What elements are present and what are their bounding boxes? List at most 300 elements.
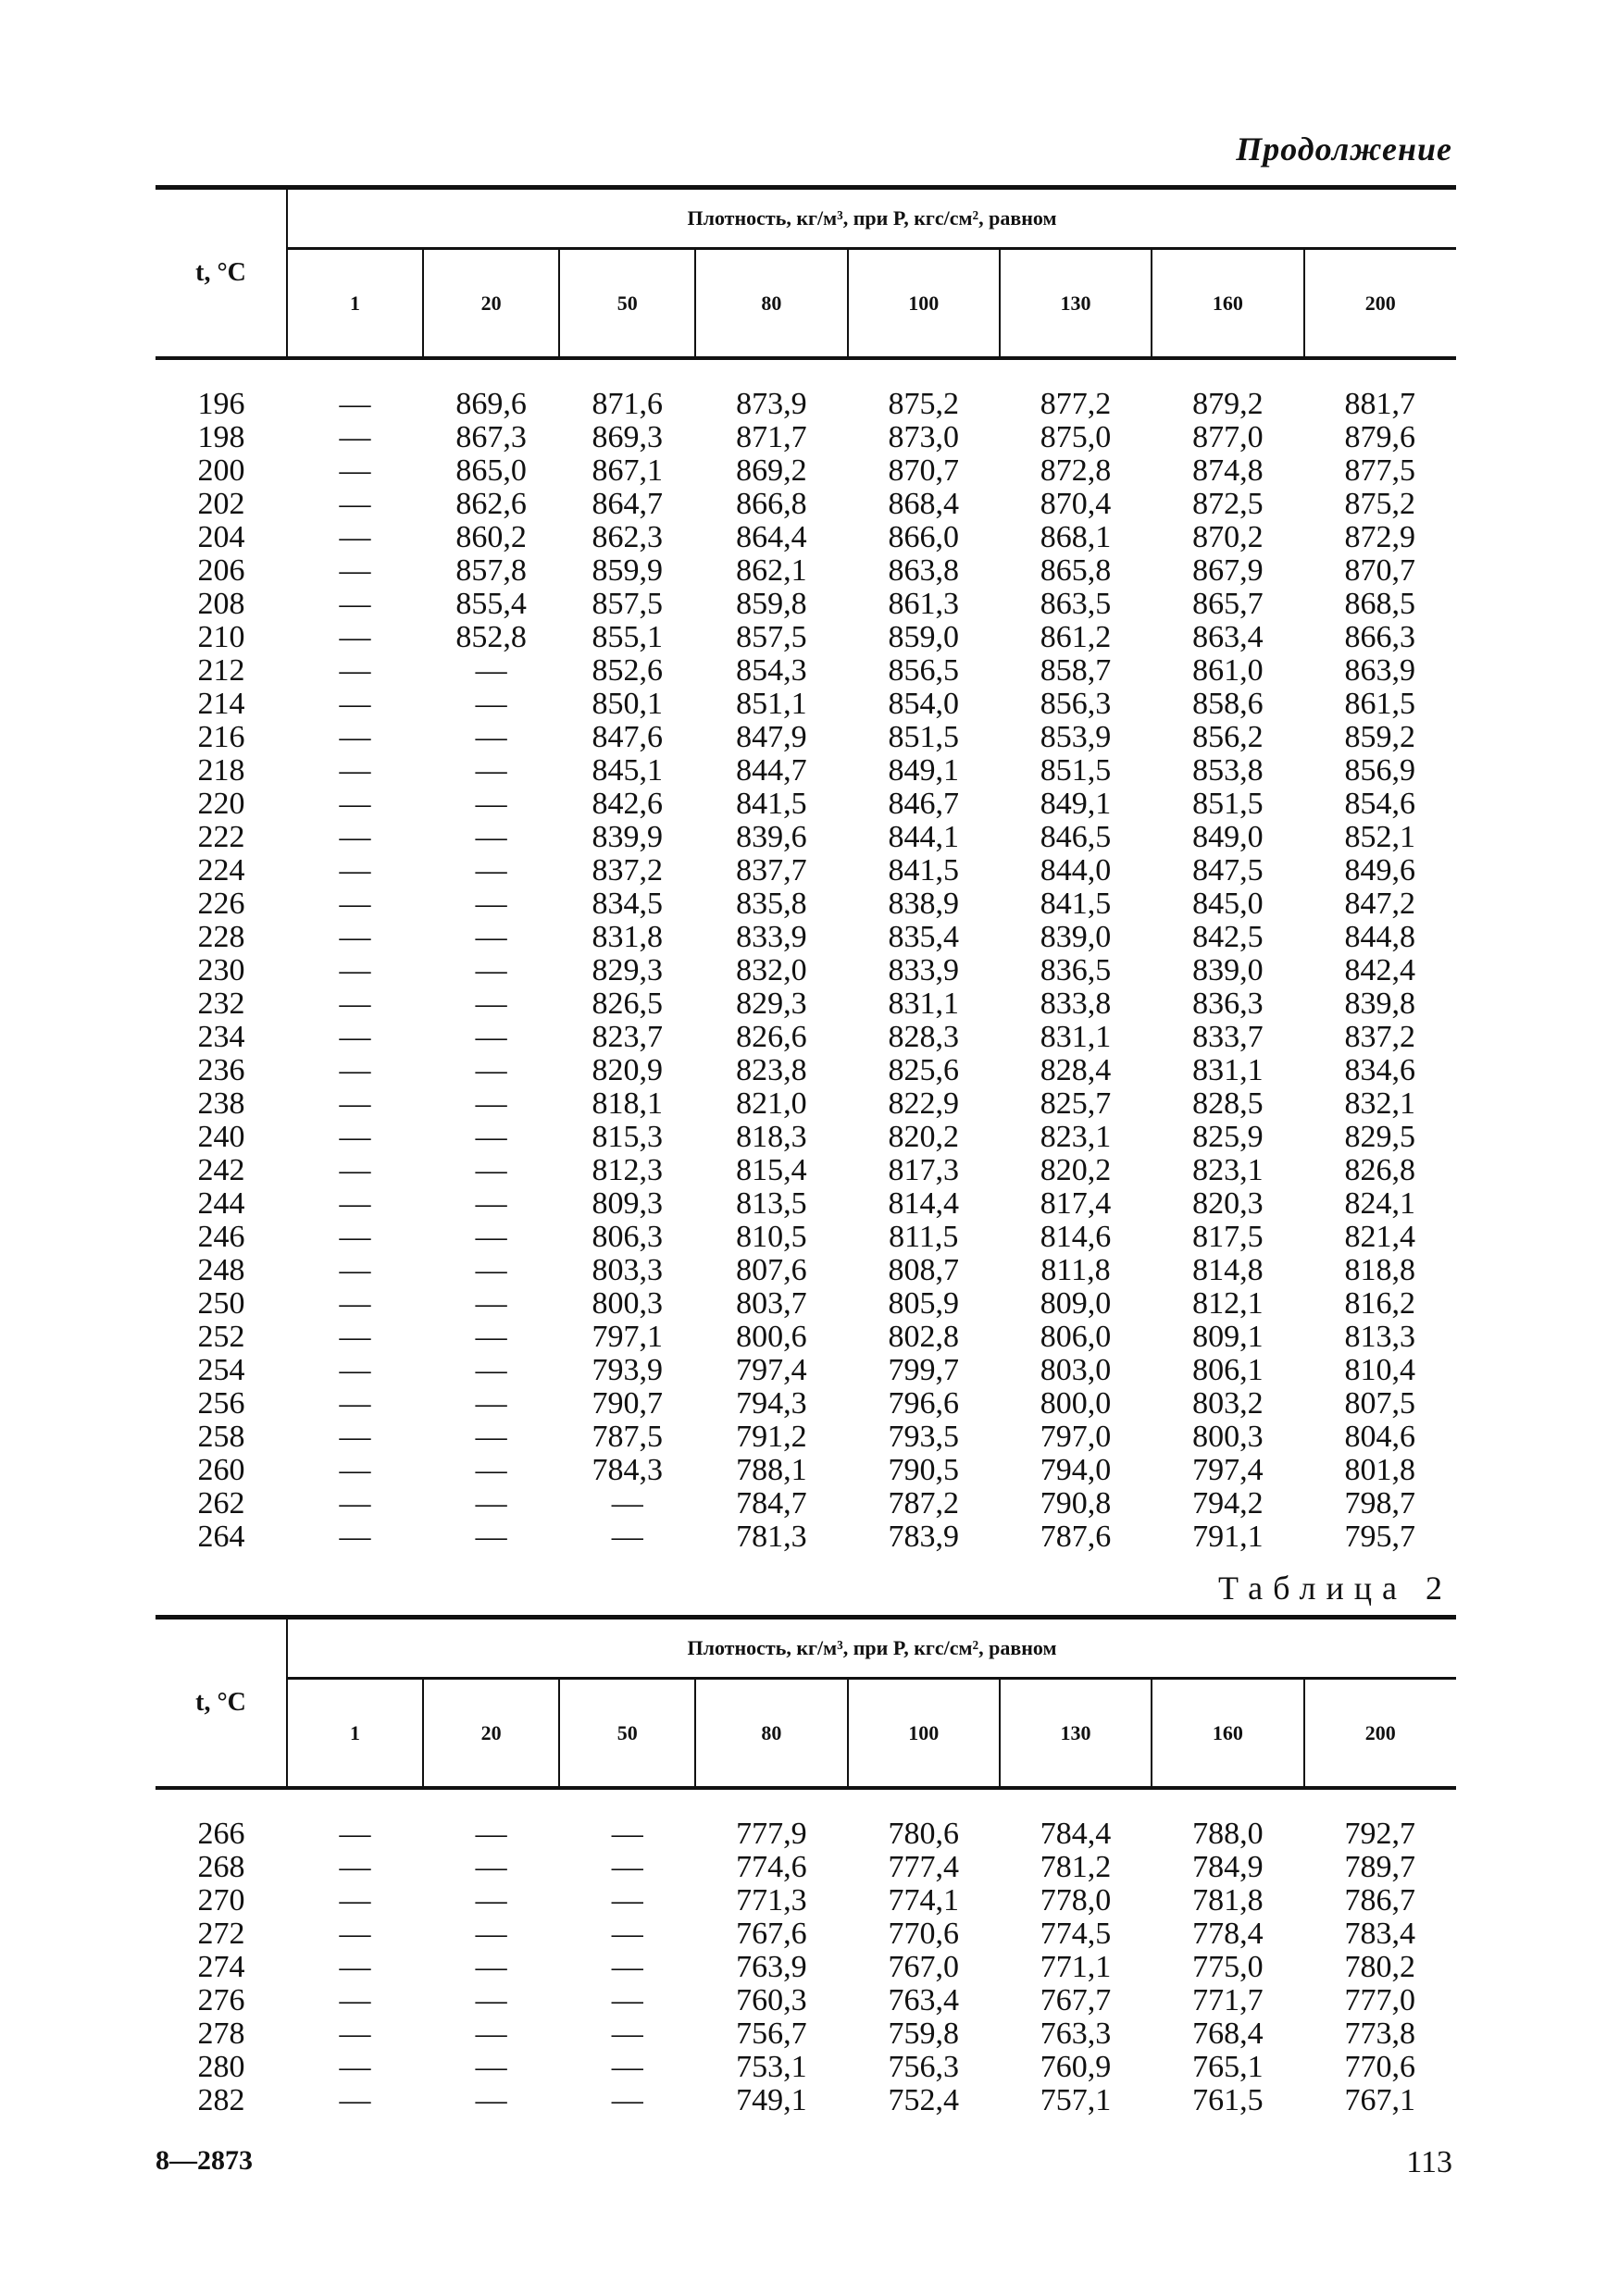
density-cell: — (339, 553, 371, 588)
density-cell: — (475, 1486, 507, 1520)
density-cell: 783,9 (888, 1520, 959, 1554)
density-cell: 808,7 (888, 1253, 959, 1287)
density-cell: — (339, 1320, 371, 1354)
density-cell: — (475, 1917, 507, 1951)
density-table-1 (156, 185, 1456, 1554)
density-cell: 770,6 (888, 1917, 959, 1951)
table-row (156, 854, 1456, 887)
density-cell: 845,1 (592, 753, 663, 788)
density-cell: — (475, 1983, 507, 2017)
density-cell: — (339, 2050, 371, 2084)
table-row (156, 987, 1456, 1021)
pressure-header: 200 (1304, 249, 1456, 359)
table-row (156, 358, 1456, 421)
density-cell: 774,1 (888, 1883, 959, 1917)
pressure-header: 160 (1152, 1679, 1303, 1789)
density-cell: — (475, 1286, 507, 1321)
density-cell: 763,4 (888, 1983, 959, 2017)
temperature-cell: 196 (197, 387, 245, 421)
density-cell: 823,7 (592, 1020, 663, 1054)
density-cell: 753,1 (736, 2050, 807, 2084)
density-cell: 760,3 (736, 1983, 807, 2017)
density-cell: 839,0 (1192, 953, 1264, 987)
density-cell: 793,9 (592, 1353, 663, 1387)
density-cell: 839,0 (1040, 920, 1112, 954)
table-row (156, 521, 1456, 554)
density-cell: 807,5 (1344, 1386, 1416, 1421)
density-cell: 871,6 (592, 387, 663, 421)
density-cell: 861,5 (1344, 687, 1416, 721)
density-cell: 817,3 (888, 1153, 959, 1187)
density-cell: 828,4 (1040, 1053, 1112, 1087)
density-cell: 799,7 (888, 1353, 959, 1387)
density-cell: 803,7 (736, 1286, 807, 1321)
temperature-cell: 264 (197, 1520, 245, 1554)
density-cell: 842,5 (1192, 920, 1264, 954)
density-cell: — (339, 2017, 371, 2051)
density-cell: — (475, 1253, 507, 1287)
density-cell: — (475, 1520, 507, 1554)
density-cell: — (339, 1086, 371, 1121)
density-cell: 806,0 (1040, 1320, 1112, 1354)
temperature-cell: 268 (197, 1850, 245, 1884)
table-row (156, 2017, 1456, 2051)
table-row (156, 921, 1456, 954)
density-cell: — (339, 453, 371, 488)
temperature-cell: 224 (197, 853, 245, 887)
density-cell: 870,2 (1192, 520, 1264, 554)
temperature-cell: 244 (197, 1186, 245, 1221)
pressure-header: 50 (559, 1679, 695, 1789)
density-cell: 801,8 (1344, 1453, 1416, 1487)
density-cell: 844,1 (888, 820, 959, 854)
density-cell: 844,7 (736, 753, 807, 788)
density-cell: 783,4 (1344, 1917, 1416, 1951)
density-cell: 834,5 (592, 887, 663, 921)
table-row (156, 887, 1456, 921)
table-row (156, 1054, 1456, 1087)
density-cell: — (475, 1086, 507, 1121)
density-cell: 760,9 (1040, 2050, 1112, 2084)
density-cell: 862,3 (592, 520, 663, 554)
density-cell: 858,7 (1040, 653, 1112, 688)
pressure-header: 80 (695, 1679, 847, 1789)
density-cell: 767,6 (736, 1917, 807, 1951)
density-cell: 818,3 (736, 1120, 807, 1154)
density-cell: 854,6 (1344, 787, 1416, 821)
density-cell: 877,2 (1040, 387, 1112, 421)
density-cell: 851,5 (888, 720, 959, 754)
density-cell: — (339, 387, 371, 421)
temperature-cell: 270 (197, 1883, 245, 1917)
temperature-cell: 222 (197, 820, 245, 854)
temperature-cell: 246 (197, 1220, 245, 1254)
temperature-cell: 202 (197, 487, 245, 521)
density-cell: 768,4 (1192, 2017, 1264, 2051)
table-row (156, 1221, 1456, 1254)
table-row (156, 1454, 1456, 1487)
temperature-cell: 252 (197, 1320, 245, 1354)
pressure-header: 1 (287, 1679, 423, 1789)
density-cell: 841,5 (888, 853, 959, 887)
density-cell: — (339, 620, 371, 654)
table-row (156, 554, 1456, 588)
density-cell: 814,4 (888, 1186, 959, 1221)
density-cell: 773,8 (1344, 2017, 1416, 2051)
density-cell: 752,4 (888, 2083, 959, 2117)
density-cell: 821,0 (736, 1086, 807, 1121)
density-cell: 836,3 (1192, 987, 1264, 1021)
density-cell: 867,3 (455, 420, 527, 454)
density-cell: 873,0 (888, 420, 959, 454)
density-cell: 837,2 (1344, 1020, 1416, 1054)
pressure-header: 100 (848, 249, 1000, 359)
density-cell: 851,5 (1192, 787, 1264, 821)
density-table-2 (156, 1615, 1456, 2117)
density-cell: 844,0 (1040, 853, 1112, 887)
density-cell: 857,5 (592, 587, 663, 621)
density-cell: 829,3 (592, 953, 663, 987)
density-cell: 756,3 (888, 2050, 959, 2084)
density-cell: 778,4 (1192, 1917, 1264, 1951)
density-cell: 857,5 (736, 620, 807, 654)
density-cell: 870,7 (888, 453, 959, 488)
density-cell: 792,7 (1344, 1817, 1416, 1851)
density-cell: 865,0 (455, 453, 527, 488)
table-row (156, 1984, 1456, 2017)
density-cell: 780,6 (888, 1817, 959, 1851)
density-cell: 771,3 (736, 1883, 807, 1917)
density-cell: 809,1 (1192, 1320, 1264, 1354)
density-cell: — (475, 753, 507, 788)
density-cell: 847,2 (1344, 887, 1416, 921)
density-cell: 866,8 (736, 487, 807, 521)
density-cell: 816,2 (1344, 1286, 1416, 1321)
density-cell: — (475, 2083, 507, 2117)
density-cell: 806,1 (1192, 1353, 1264, 1387)
pressure-header: 1 (287, 249, 423, 359)
density-cell: — (611, 2017, 643, 2051)
temperature-cell: 272 (197, 1917, 245, 1951)
density-cell: 846,5 (1040, 820, 1112, 854)
table-row (156, 788, 1456, 821)
density-cell: 834,6 (1344, 1053, 1416, 1087)
density-cell: — (339, 1053, 371, 1087)
density-cell: 847,6 (592, 720, 663, 754)
density-cell: 839,6 (736, 820, 807, 854)
density-cell: — (339, 920, 371, 954)
density-cell: 841,5 (736, 787, 807, 821)
density-cell: 784,4 (1040, 1817, 1112, 1851)
density-cell: 869,2 (736, 453, 807, 488)
density-cell: 821,4 (1344, 1220, 1416, 1254)
density-cell: 777,0 (1344, 1983, 1416, 2017)
pressure-header: 100 (848, 1679, 1000, 1789)
density-cell: 828,3 (888, 1020, 959, 1054)
table-2-body (156, 1788, 1456, 2117)
table-row (156, 1421, 1456, 1454)
temperature-cell: 206 (197, 553, 245, 588)
density-cell: 791,2 (736, 1420, 807, 1454)
density-cell: 778,0 (1040, 1883, 1112, 1917)
table-row (156, 654, 1456, 688)
density-cell: — (475, 1020, 507, 1054)
density-cell: — (339, 853, 371, 887)
density-cell: — (339, 1186, 371, 1221)
density-cell: — (339, 487, 371, 521)
density-cell: 798,7 (1344, 1486, 1416, 1520)
density-cell: 874,8 (1192, 453, 1264, 488)
density-cell: 858,6 (1192, 687, 1264, 721)
density-cell: 833,8 (1040, 987, 1112, 1021)
density-cell: 788,0 (1192, 1817, 1264, 1851)
temperature-cell: 230 (197, 953, 245, 987)
density-cell: — (339, 1983, 371, 2017)
density-cell: 856,3 (1040, 687, 1112, 721)
density-cell: 847,5 (1192, 853, 1264, 887)
density-cell: 770,6 (1344, 2050, 1416, 2084)
temperature-cell: 282 (197, 2083, 245, 2117)
table-row (156, 1951, 1456, 1984)
density-cell: 823,8 (736, 1053, 807, 1087)
density-cell: 784,9 (1192, 1850, 1264, 1884)
density-cell: 856,9 (1344, 753, 1416, 788)
density-cell: 806,3 (592, 1220, 663, 1254)
temperature-cell: 228 (197, 920, 245, 954)
table-row (156, 421, 1456, 454)
density-cell: 846,7 (888, 787, 959, 821)
density-cell: 877,0 (1192, 420, 1264, 454)
density-cell: 786,7 (1344, 1883, 1416, 1917)
density-cell: — (339, 1020, 371, 1054)
density-cell: 780,2 (1344, 1950, 1416, 1984)
density-cell: 803,3 (592, 1253, 663, 1287)
density-cell: 856,2 (1192, 720, 1264, 754)
density-cell: — (611, 1983, 643, 2017)
density-cell: 831,1 (1192, 1053, 1264, 1087)
density-cell: 864,7 (592, 487, 663, 521)
table-row (156, 1087, 1456, 1121)
table-row (156, 1154, 1456, 1187)
temperature-cell: 234 (197, 1020, 245, 1054)
continuation-label: Продолжение (1236, 130, 1452, 168)
density-cell: 867,1 (592, 453, 663, 488)
temperature-cell: 274 (197, 1950, 245, 1984)
density-cell: 844,8 (1344, 920, 1416, 954)
density-cell: 837,7 (736, 853, 807, 887)
density-cell: 865,8 (1040, 553, 1112, 588)
table-row (156, 2051, 1456, 2084)
pressure-header: 20 (423, 249, 559, 359)
temperature-cell: 210 (197, 620, 245, 654)
density-cell: 871,7 (736, 420, 807, 454)
density-cell: 870,7 (1344, 553, 1416, 588)
table-row (156, 954, 1456, 987)
table-row (156, 1121, 1456, 1154)
density-cell: 828,5 (1192, 1086, 1264, 1121)
density-cell: 802,8 (888, 1320, 959, 1354)
density-cell: 835,8 (736, 887, 807, 921)
density-cell: 855,1 (592, 620, 663, 654)
density-cell: 818,1 (592, 1086, 663, 1121)
density-cell: 810,4 (1344, 1353, 1416, 1387)
density-cell: 877,5 (1344, 453, 1416, 488)
density-cell: 859,2 (1344, 720, 1416, 754)
table-row (156, 754, 1456, 788)
density-cell: 826,8 (1344, 1153, 1416, 1187)
density-cell: 817,4 (1040, 1186, 1112, 1221)
density-cell: 859,0 (888, 620, 959, 654)
density-cell: 852,6 (592, 653, 663, 688)
table-row (156, 1254, 1456, 1287)
density-cell: 767,1 (1344, 2083, 1416, 2117)
density-cell: 868,1 (1040, 520, 1112, 554)
density-cell: 809,0 (1040, 1286, 1112, 1321)
density-cell: 800,3 (592, 1286, 663, 1321)
density-cell: 823,1 (1040, 1120, 1112, 1154)
density-cell: 781,2 (1040, 1850, 1112, 1884)
density-cell: — (611, 1883, 643, 1917)
density-cell: — (339, 787, 371, 821)
density-cell: 811,8 (1040, 1253, 1111, 1287)
density-cell: 863,8 (888, 553, 959, 588)
density-cell: 787,2 (888, 1486, 959, 1520)
density-cell: 881,7 (1344, 387, 1416, 421)
table-row (156, 1520, 1456, 1554)
density-group-header: Плотность, кг/м³, при P, кгс/см², равном (287, 188, 1456, 249)
density-cell: — (611, 1950, 643, 1984)
density-cell: 794,3 (736, 1386, 807, 1421)
density-cell: — (339, 1520, 371, 1554)
density-cell: — (475, 1220, 507, 1254)
density-cell: 824,1 (1344, 1186, 1416, 1221)
table-row (156, 1387, 1456, 1421)
density-cell: 867,9 (1192, 553, 1264, 588)
table-row (156, 721, 1456, 754)
density-cell: 875,0 (1040, 420, 1112, 454)
density-cell: 870,4 (1040, 487, 1112, 521)
density-cell: 872,9 (1344, 520, 1416, 554)
density-cell: 784,7 (736, 1486, 807, 1520)
table-row (156, 1321, 1456, 1354)
density-cell: — (339, 1420, 371, 1454)
density-cell: 822,9 (888, 1086, 959, 1121)
density-cell: — (339, 1883, 371, 1917)
density-cell: — (475, 1883, 507, 1917)
temperature-cell: 256 (197, 1386, 245, 1421)
density-cell: 868,4 (888, 487, 959, 521)
density-cell: 815,3 (592, 1120, 663, 1154)
density-cell: 805,9 (888, 1286, 959, 1321)
temperature-cell: 242 (197, 1153, 245, 1187)
density-cell: 794,0 (1040, 1453, 1112, 1487)
density-cell: — (475, 2017, 507, 2051)
table-row (156, 1851, 1456, 1884)
density-cell: 761,5 (1192, 2083, 1264, 2117)
pressure-header: 200 (1304, 1679, 1456, 1789)
density-cell: — (611, 1850, 643, 1884)
density-cell: 831,8 (592, 920, 663, 954)
density-cell: — (611, 1817, 643, 1851)
density-cell: — (475, 1386, 507, 1421)
density-cell: — (475, 920, 507, 954)
density-cell: — (611, 2083, 643, 2117)
density-cell: 813,5 (736, 1186, 807, 1221)
density-cell: 842,4 (1344, 953, 1416, 987)
density-cell: 842,6 (592, 787, 663, 821)
density-cell: 831,1 (888, 987, 959, 1021)
table-row (156, 688, 1456, 721)
temperature-cell: 204 (197, 520, 245, 554)
density-cell: 820,9 (592, 1053, 663, 1087)
density-cell: 863,9 (1344, 653, 1416, 688)
density-cell: 832,0 (736, 953, 807, 987)
density-cell: 866,3 (1344, 620, 1416, 654)
density-cell: 820,3 (1192, 1186, 1264, 1221)
density-cell: — (475, 2050, 507, 2084)
density-cell: 826,6 (736, 1020, 807, 1054)
density-cell: 879,2 (1192, 387, 1264, 421)
table-2-caption: Таблица 2 (1218, 1570, 1452, 1607)
density-cell: 800,6 (736, 1320, 807, 1354)
density-cell: 861,3 (888, 587, 959, 621)
density-cell: 812,1 (1192, 1286, 1264, 1321)
density-cell: 864,4 (736, 520, 807, 554)
density-cell: 788,1 (736, 1453, 807, 1487)
density-cell: 835,4 (888, 920, 959, 954)
density-cell: — (475, 1053, 507, 1087)
density-cell: — (475, 987, 507, 1021)
temperature-cell: 238 (197, 1086, 245, 1121)
density-cell: 774,5 (1040, 1917, 1112, 1951)
density-cell: 756,7 (736, 2017, 807, 2051)
table-row (156, 2084, 1456, 2117)
table-row (156, 1187, 1456, 1221)
density-cell: — (339, 420, 371, 454)
density-cell: 865,7 (1192, 587, 1264, 621)
density-cell: 820,2 (888, 1120, 959, 1154)
table-row (156, 1884, 1456, 1917)
density-cell: — (475, 887, 507, 921)
density-cell: 854,3 (736, 653, 807, 688)
pressure-header: 20 (423, 1679, 559, 1789)
table-row (156, 1917, 1456, 1951)
density-cell: 771,7 (1192, 1983, 1264, 2017)
density-cell: 809,3 (592, 1186, 663, 1221)
density-cell: 826,5 (592, 987, 663, 1021)
temperature-cell: 266 (197, 1817, 245, 1851)
table-row (156, 1788, 1456, 1851)
pressure-header: 130 (1000, 1679, 1152, 1789)
density-cell: 853,8 (1192, 753, 1264, 788)
temperature-cell: 216 (197, 720, 245, 754)
density-cell: 857,8 (455, 553, 527, 588)
density-cell: 767,0 (888, 1950, 959, 1984)
density-cell: — (339, 1286, 371, 1321)
density-cell: 845,0 (1192, 887, 1264, 921)
density-cell: 797,0 (1040, 1420, 1112, 1454)
table-row (156, 1354, 1456, 1387)
density-cell: — (475, 687, 507, 721)
table-row (156, 1487, 1456, 1520)
table-1-body (156, 358, 1456, 1554)
density-cell: 833,7 (1192, 1020, 1264, 1054)
density-cell: 825,9 (1192, 1120, 1264, 1154)
density-cell: 839,8 (1344, 987, 1416, 1021)
density-group-header: Плотность, кг/м³, при P, кгс/см², равном (287, 1618, 1456, 1679)
density-cell: 787,6 (1040, 1520, 1112, 1554)
density-cell: 797,4 (736, 1353, 807, 1387)
